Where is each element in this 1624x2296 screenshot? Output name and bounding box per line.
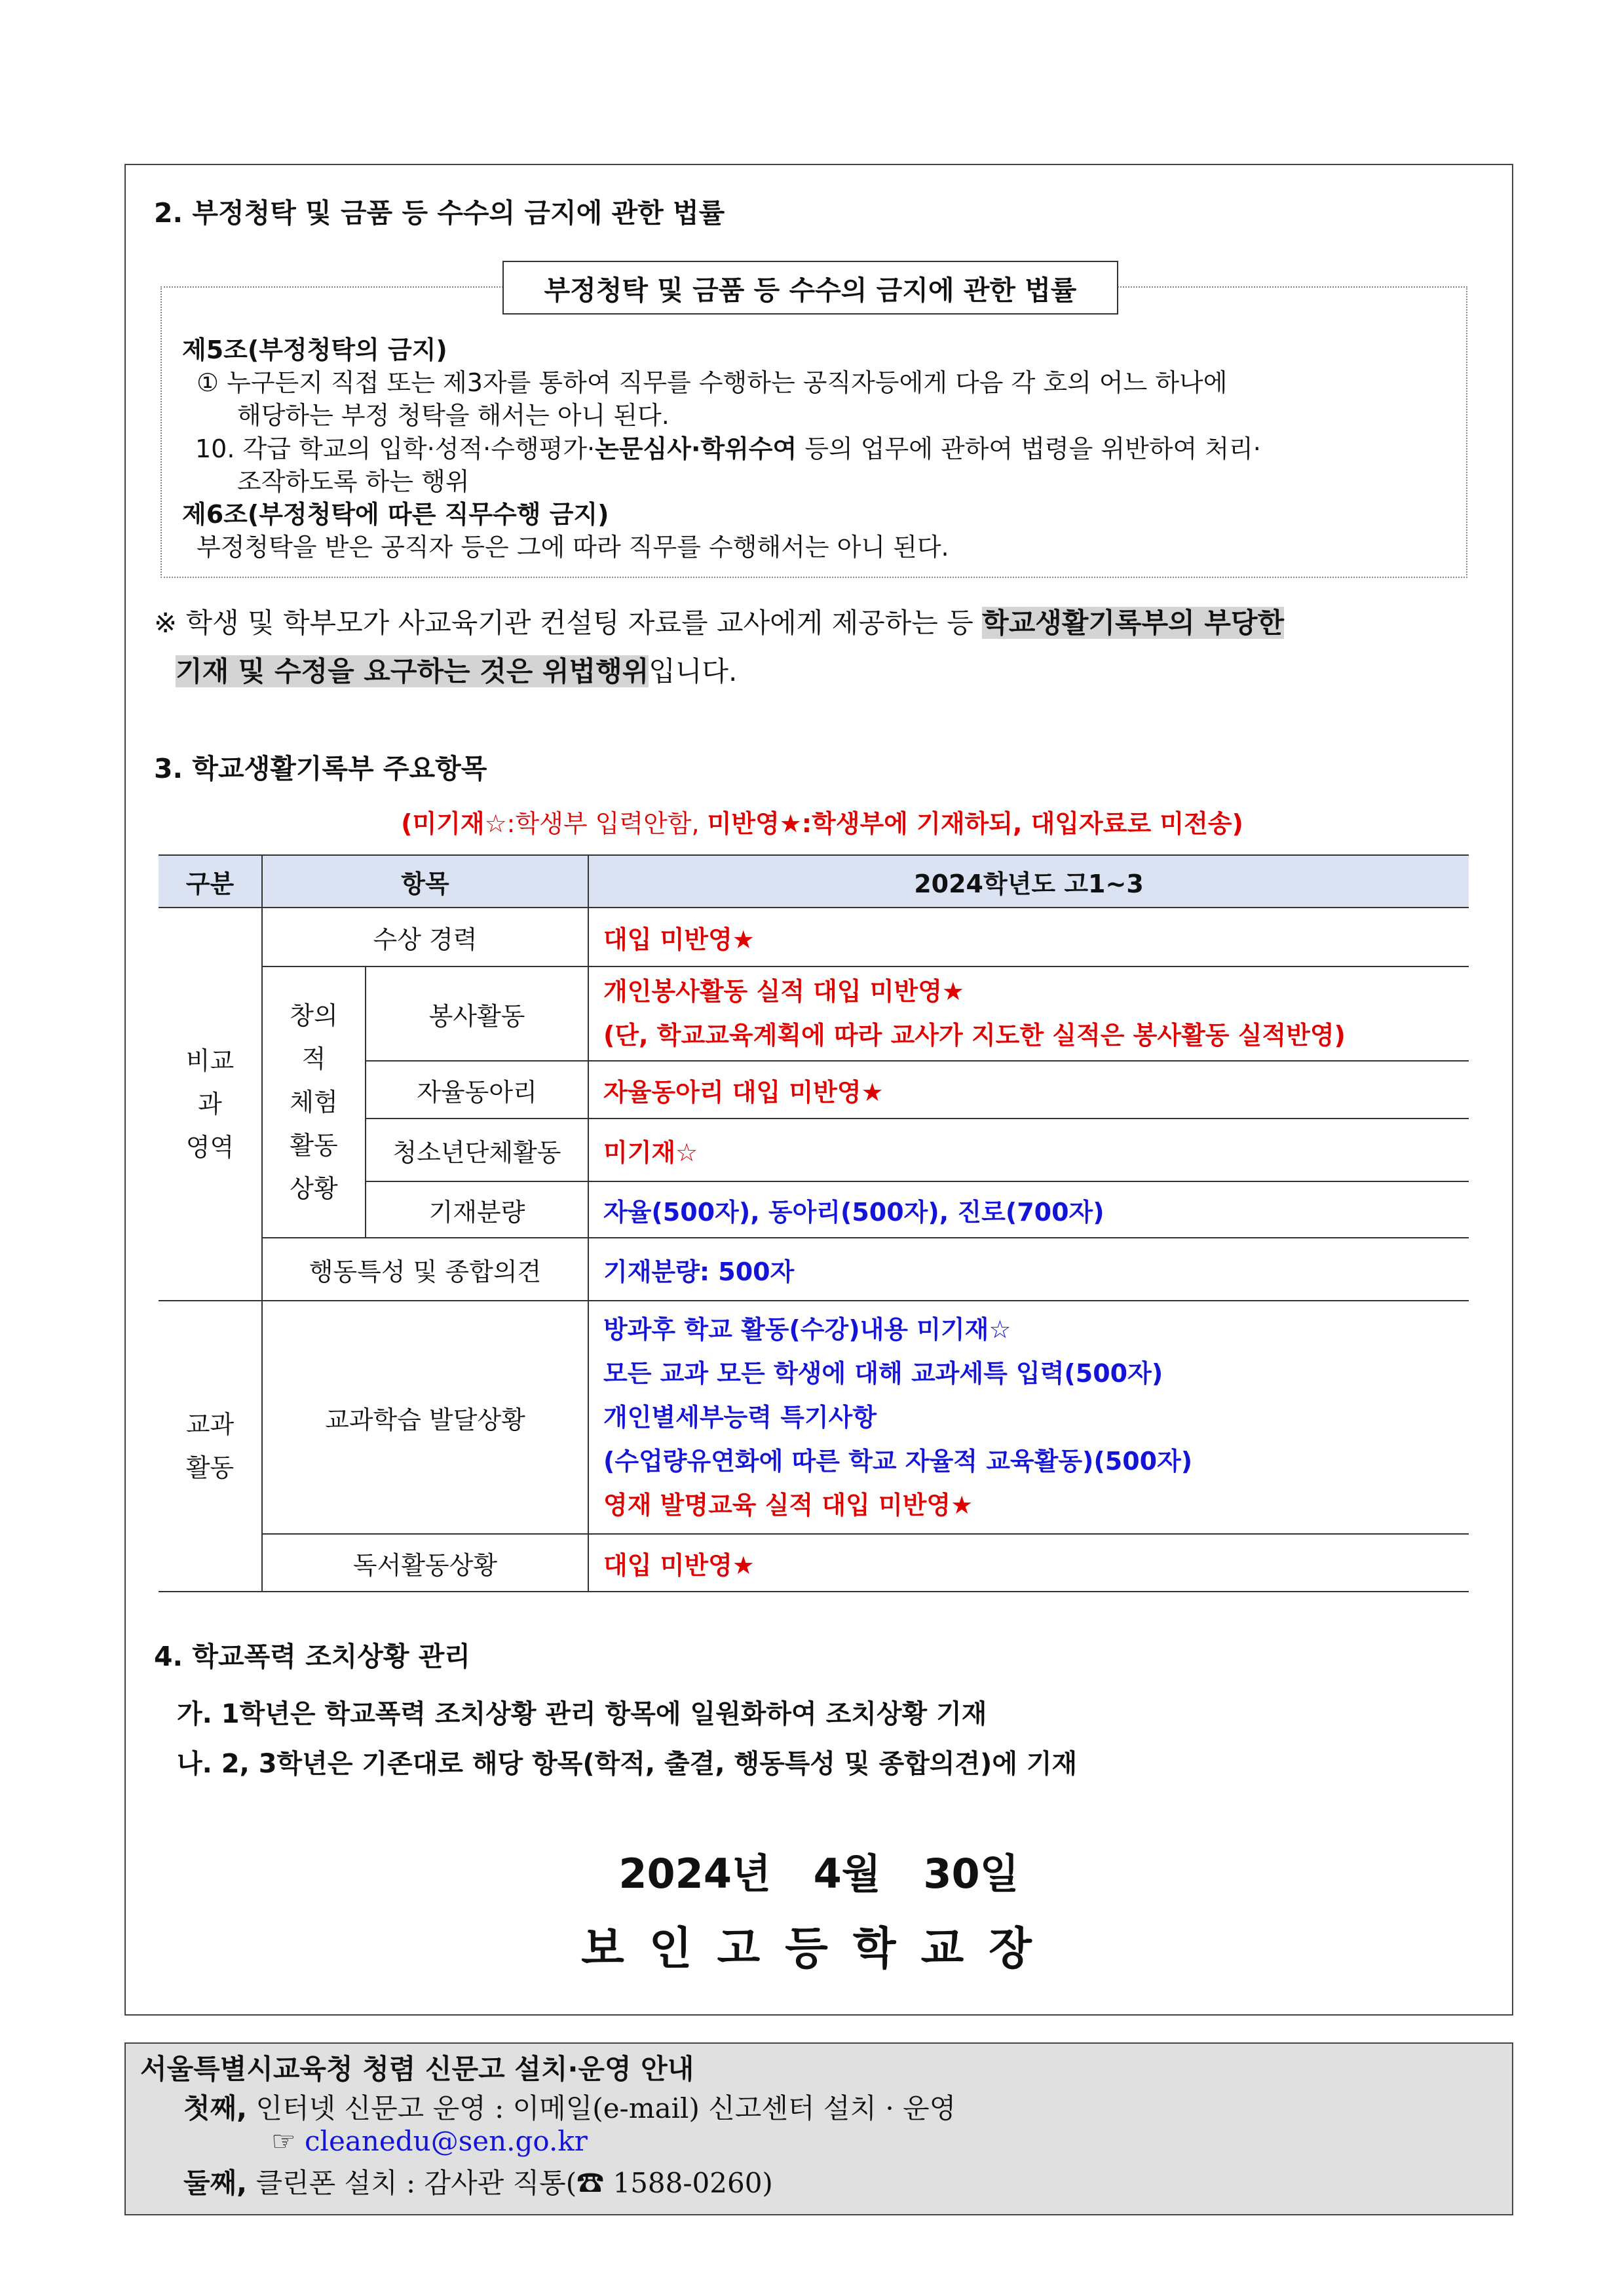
section4-heading: 4. 학교폭력 조치상황 관리 <box>154 1641 470 1672</box>
header-item: 항목 <box>262 855 588 908</box>
note-line2 <box>176 650 737 689</box>
section4-line-b: 나. 2, 3학년은 기존대로 해당 항목(학적, 출결, 행동특성 및 종합의견)에 기재 <box>177 1749 1078 1779</box>
value-club: 자율동아리 대입 미반영★ <box>588 1061 1469 1119</box>
integrity-footer <box>124 2042 1513 2215</box>
value-subject <box>588 1301 1469 1534</box>
note-text-plain: 입니다. <box>649 655 738 687</box>
item-volunteer: 봉사활동 <box>366 966 588 1061</box>
header-category: 구분 <box>159 855 262 908</box>
note-text-highlight: 기재 및 수정을 요구하는 것은 위법행위 <box>176 655 649 687</box>
table-header-row <box>159 855 1469 908</box>
article6-title: 제6조(부정청탁에 따른 직무수행 금지) <box>182 500 609 529</box>
value-volunteer <box>588 966 1469 1061</box>
footer-title: 서울특별시교육청 청렴 신문고 설치·운영 안내 <box>140 2053 694 2085</box>
value-volunteer-line2: (단, 학교교육계획에 따라 교사가 지도한 실적은 봉사활동 실적반영) <box>603 1021 1346 1050</box>
footer-second-text: 클린폰 설치 : 감사관 직통(☎ 1588-0260) <box>247 2167 773 2199</box>
table-row <box>159 1301 1469 1534</box>
school-principal: 보인고등학교장 <box>581 1923 1057 1975</box>
item-club: 자율동아리 <box>366 1061 588 1119</box>
value-subject-line1: 방과후 학교 활동(수강)내용 미기재☆ <box>603 1314 1011 1344</box>
article5-item1-line1: ① 누구든지 직접 또는 제3자를 통하여 직무를 수행하는 공직자등에게 다음 각 호의 어느 하나에 <box>197 368 1228 397</box>
value-reading: 대입 미반영★ <box>588 1534 1469 1592</box>
value-subject-line2: 모든 교과 모든 학생에 대해 교과세특 입력(500자) <box>603 1358 1163 1388</box>
header-year: 2024학년도 고1~3 <box>588 855 1469 908</box>
group-creative-activity: 창의 적 체험 활동 상황 <box>262 966 366 1238</box>
table-row <box>159 1238 1469 1301</box>
value-youth: 미기재☆ <box>588 1119 1469 1181</box>
table-row <box>159 966 1469 1061</box>
law-box-title: 부정청탁 및 금품 등 수수의 금지에 관한 법률 <box>502 261 1118 315</box>
footer-email-line <box>271 2125 588 2157</box>
table-row <box>159 908 1469 966</box>
item10-text-bold: 논문심사·학위수여 <box>595 434 797 463</box>
value-subject-line5: 영재 발명교육 실적 대입 미반영★ <box>603 1490 973 1520</box>
legend-part-b: :학생부 입력안함, <box>506 809 708 838</box>
article5-item10-line1 <box>195 429 1261 465</box>
article5-item10-line2: 조작하도록 하는 행위 <box>237 467 470 496</box>
footer-first-line <box>183 2087 956 2126</box>
item10-text-post: 등의 업무에 관하여 법령을 위반하여 처리· <box>797 434 1261 463</box>
value-amount: 자율(500자), 동아리(500자), 진로(700자) <box>588 1181 1469 1238</box>
footer-second-label: 둘째, <box>183 2167 248 2199</box>
article5-item1-line2: 해당하는 부정 청탁을 해서는 아니 된다. <box>237 401 670 430</box>
table-row <box>159 1534 1469 1592</box>
legend-part-a: (미기재☆ <box>401 809 507 838</box>
value-award: 대입 미반영★ <box>588 908 1469 966</box>
legend <box>341 803 1304 839</box>
pointer-icon: ☞ <box>271 2125 305 2157</box>
footer-first-text: 인터넷 신문고 운영 : 이메일(e-mail) 신고센터 설치 · 운영 <box>247 2092 956 2124</box>
item-reading: 독서활동상황 <box>262 1534 588 1592</box>
item-youth: 청소년단체활동 <box>366 1119 588 1181</box>
group-curricular: 교과 활동 <box>159 1301 262 1592</box>
footer-second-line <box>183 2162 773 2201</box>
note-text-plain: ※ 학생 및 학부모가 사교육기관 컨설팅 자료를 교사에게 제공하는 등 <box>154 607 983 639</box>
value-behavior: 기재분량: 500자 <box>588 1238 1469 1301</box>
group-noncurricular: 비교 과 영역 <box>159 908 262 1301</box>
item-subject: 교과학습 발달상황 <box>262 1301 588 1534</box>
issue-date: 2024년 4월 30일 <box>618 1850 1019 1898</box>
record-items-table <box>159 854 1469 1592</box>
article6-body: 부정청탁을 받은 공직자 등은 그에 따라 직무를 수행해서는 아니 된다. <box>197 533 949 562</box>
report-email-link[interactable]: cleanedu@sen.go.kr <box>305 2125 588 2157</box>
item-amount: 기재분량 <box>366 1181 588 1238</box>
article5-title: 제5조(부정청탁의 금지) <box>182 335 447 364</box>
footer-first-label: 첫째, <box>183 2092 248 2124</box>
section4-line-a: 가. 1학년은 학교폭력 조치상황 관리 항목에 일원화하여 조치상황 기재 <box>177 1699 987 1729</box>
value-subject-line4: (수업량유연화에 따른 학교 자율적 교육활동)(500자) <box>603 1446 1193 1476</box>
item-behavior: 행동특성 및 종합의견 <box>262 1238 588 1301</box>
legend-part-c: 미반영★:학생부에 기재하되, 대입자료로 미전송) <box>707 809 1243 838</box>
value-subject-line3: 개인별세부능력 특기사항 <box>603 1402 877 1432</box>
note-text-highlight: 학교생활기록부의 부당한 <box>982 607 1285 639</box>
item-award: 수상 경력 <box>262 908 588 966</box>
value-volunteer-line1: 개인봉사활동 실적 대입 미반영★ <box>603 977 964 1006</box>
section3-heading: 3. 학교생활기록부 주요항목 <box>154 753 487 784</box>
note-line1 <box>154 602 1284 641</box>
section2-heading: 2. 부정청탁 및 금품 등 수수의 금지에 관한 법률 <box>154 197 725 229</box>
item10-text-pre: 10. 각급 학교의 입학·성적·수행평가· <box>195 434 595 463</box>
